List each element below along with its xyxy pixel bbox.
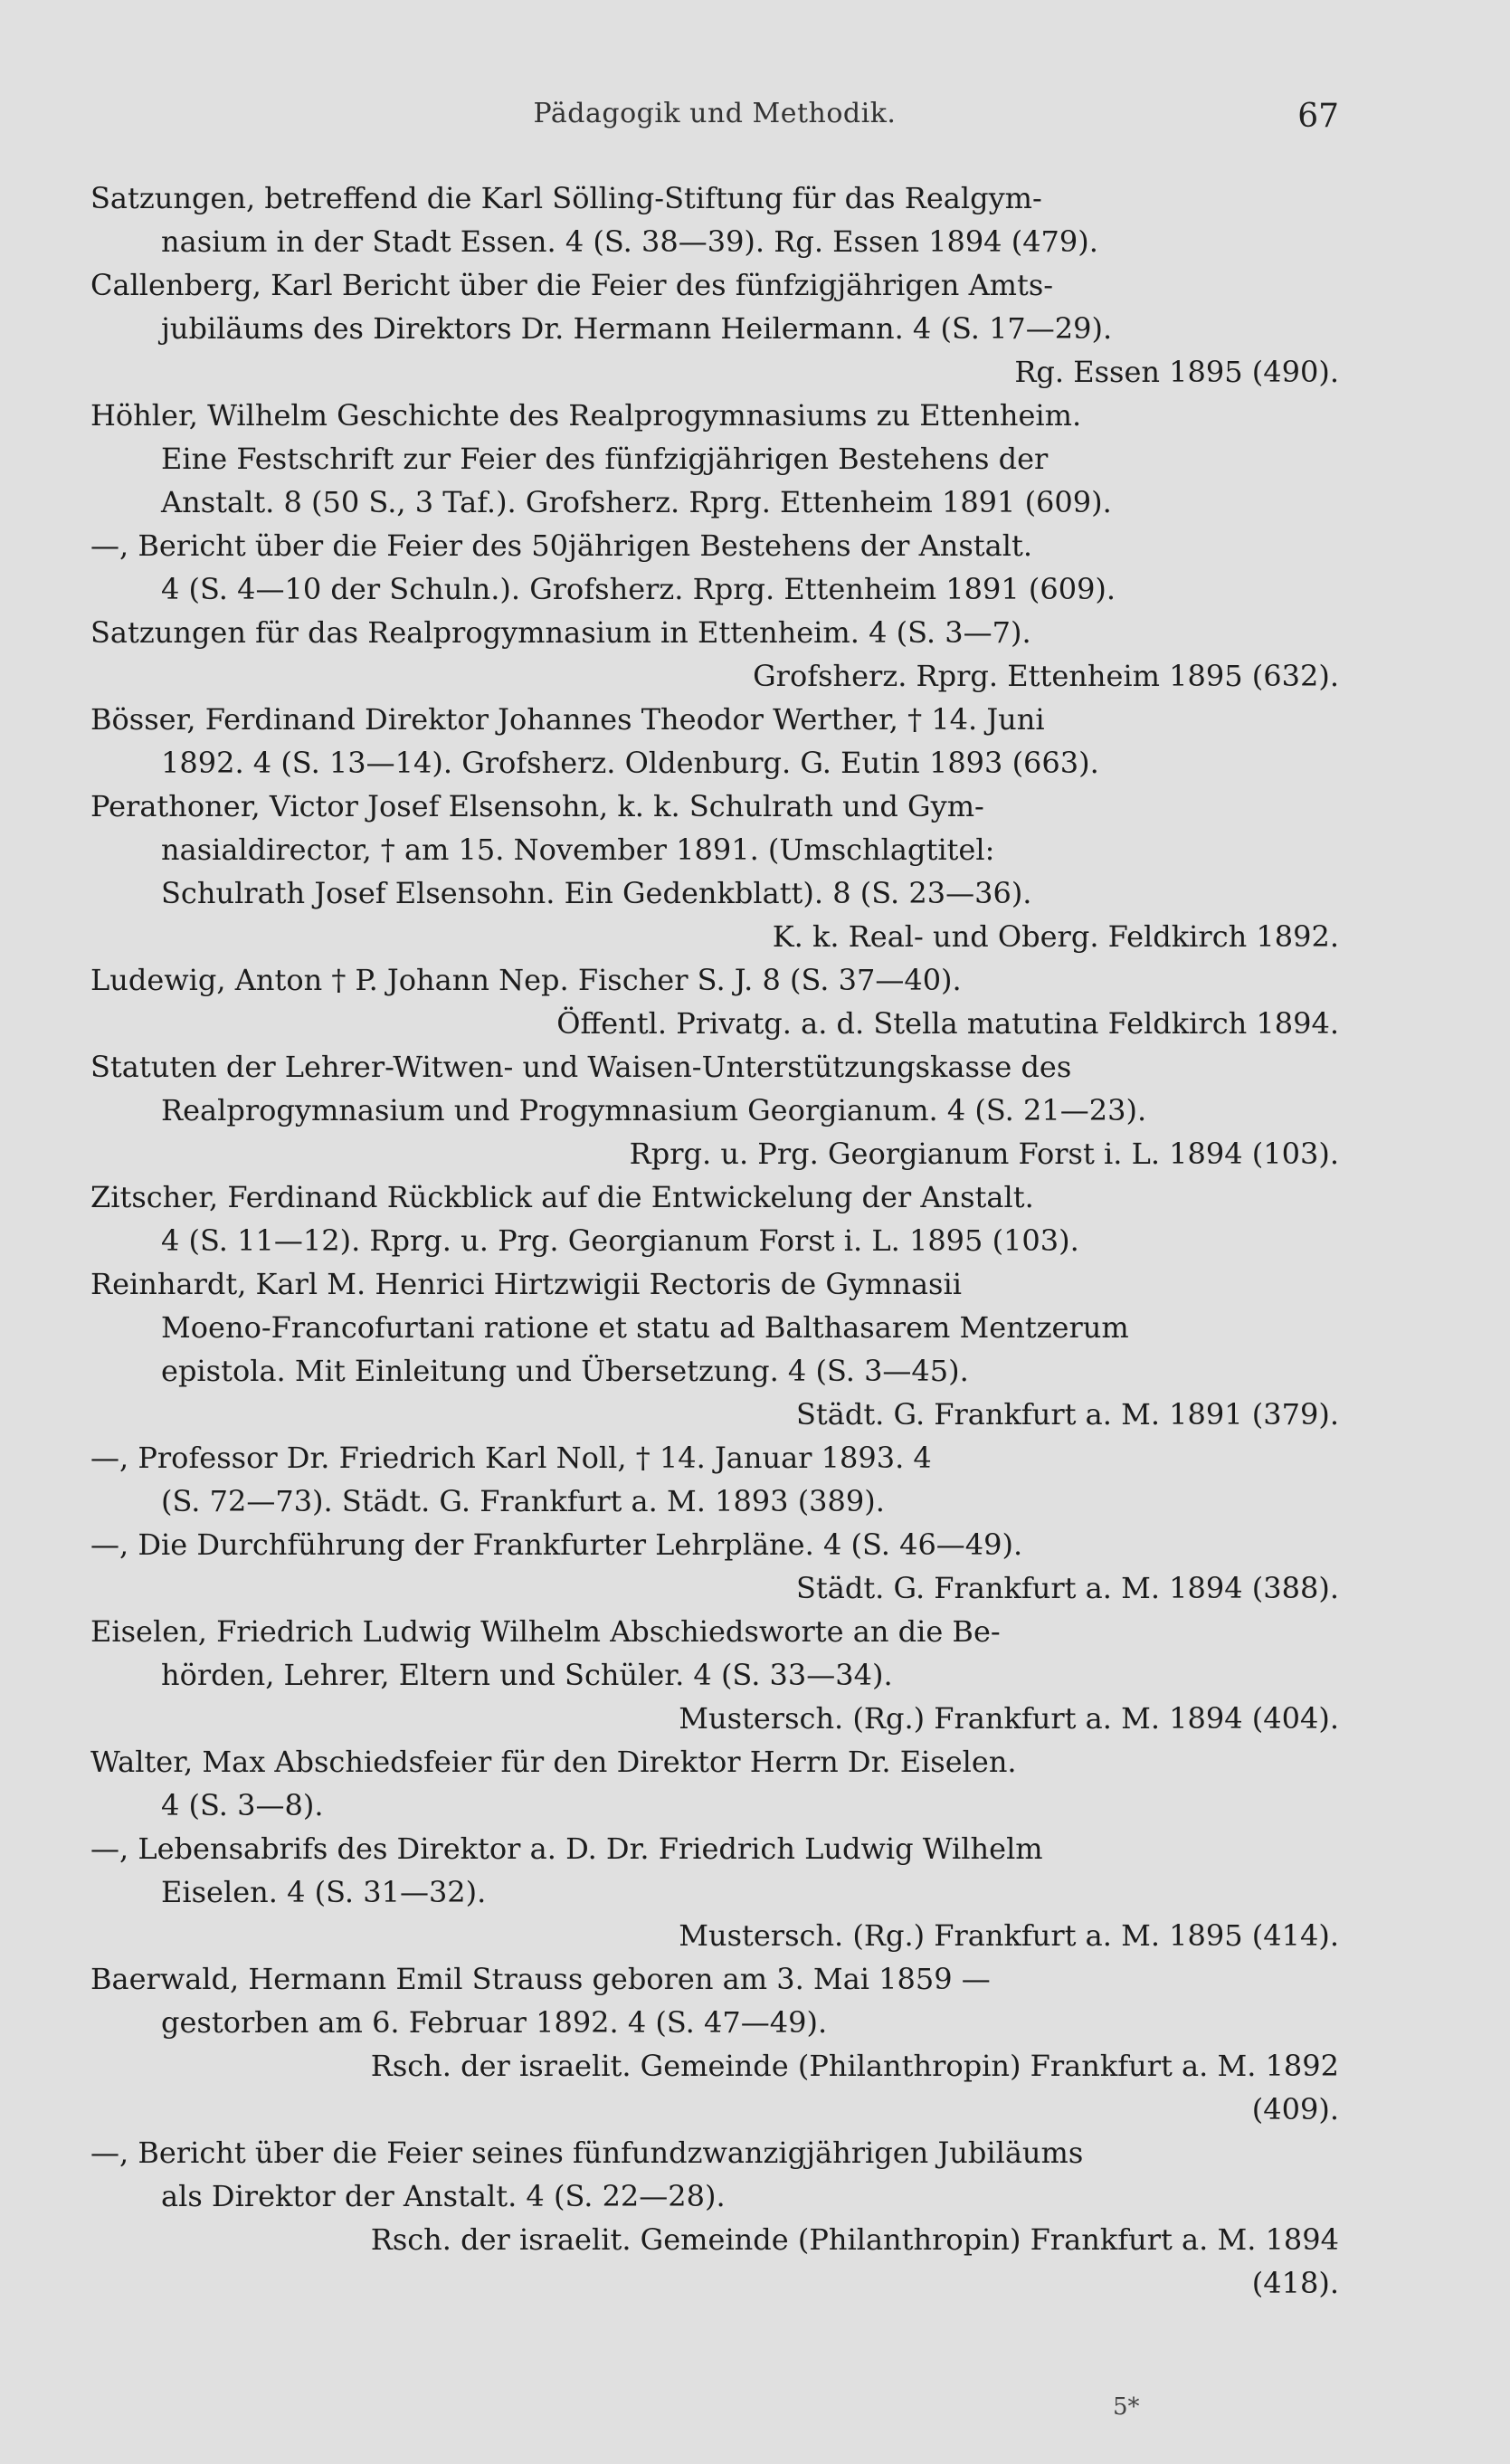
bibliography-line: nasium in der Stadt Essen. 4 (S. 38—39). Rg. Essen 1894 (479). <box>161 224 1098 259</box>
bibliography-line: (409). <box>1251 2092 1339 2126</box>
bibliography-line: —, Professor Dr. Friedrich Karl Noll, † 14. Januar 1893. 4 <box>90 1441 932 1475</box>
bibliography-line: Städt. G. Frankfurt a. M. 1894 (388). <box>795 1571 1339 1605</box>
bibliography-line: Rsch. der israelit. Gemeinde (Philanthropin) Frankfurt a. M. 1892 <box>370 2049 1339 2083</box>
bibliography-line: Moeno-Francofurtani ratione et statu ad Balthasarem Mentzerum <box>161 1310 1129 1345</box>
bibliography-line: Eine Festschrift zur Feier des fünfzigjährigen Bestehens der <box>161 442 1049 476</box>
bibliography-line: Satzungen, betreffend die Karl Sölling-Stiftung für das Realgym- <box>90 181 1042 215</box>
bibliography-line: —, Bericht über die Feier seines fünfundzwanzigjährigen Jubiläums <box>90 2136 1084 2170</box>
bibliography-line: Perathoner, Victor Josef Elsensohn, k. k. Schulrath und Gym- <box>90 789 984 823</box>
printer-signature: 5* <box>1113 2393 1140 2421</box>
bibliography-line: Höhler, Wilhelm Geschichte des Realprogymnasiums zu Ettenheim. <box>90 398 1082 433</box>
bibliography-list <box>90 176 1339 2305</box>
bibliography-line: 4 (S. 4—10 der Schuln.). Grofsherz. Rprg. Ettenheim 1891 (609). <box>161 572 1116 606</box>
bibliography-line: Ludewig, Anton † P. Johann Nep. Fischer S. J. 8 (S. 37—40). <box>90 963 962 997</box>
bibliography-line: 4 (S. 3—8). <box>161 1788 324 1822</box>
bibliography-line: Satzungen für das Realprogymnasium in Ettenheim. 4 (S. 3—7). <box>90 615 1031 650</box>
bibliography-line: als Direktor der Anstalt. 4 (S. 22—28). <box>161 2179 726 2213</box>
bibliography-line: Reinhardt, Karl M. Henrici Hirtzwigii Rectoris de Gymnasii <box>90 1267 962 1301</box>
bibliography-line: Rsch. der israelit. Gemeinde (Philanthropin) Frankfurt a. M. 1894 <box>370 2222 1339 2257</box>
bibliography-line: (418). <box>1251 2266 1339 2300</box>
bibliography-line: —, Bericht über die Feier des 50jährigen Bestehens der Anstalt. <box>90 528 1032 563</box>
bibliography-line: Eiselen. 4 (S. 31—32). <box>161 1875 487 1909</box>
bibliography-line: 4 (S. 11—12). Rprg. u. Prg. Georgianum Forst i. L. 1895 (103). <box>161 1223 1079 1258</box>
running-title: Pädagogik und Methodik. <box>533 98 897 129</box>
bibliography-line: Realprogymnasium und Progymnasium Georgianum. 4 (S. 21—23). <box>161 1093 1147 1127</box>
bibliography-line: jubiläums des Direktors Dr. Hermann Heilermann. 4 (S. 17—29). <box>161 311 1113 346</box>
bibliography-line: epistola. Mit Einleitung und Übersetzung. 4 (S. 3—45). <box>161 1354 969 1388</box>
bibliography-line: Rg. Essen 1895 (490). <box>1014 355 1339 389</box>
page-number: 67 <box>1297 98 1339 135</box>
page-header <box>90 98 1339 143</box>
bibliography-line: Eiselen, Friedrich Ludwig Wilhelm Abschiedsworte an die Be- <box>90 1614 1001 1649</box>
bibliography-line: Mustersch. (Rg.) Frankfurt a. M. 1895 (414). <box>679 1918 1339 1953</box>
bibliography-line: Rprg. u. Prg. Georgianum Forst i. L. 1894 (103). <box>629 1137 1339 1171</box>
bibliography-line: Baerwald, Hermann Emil Strauss geboren am 3. Mai 1859 — <box>90 1962 991 1996</box>
bibliography-line: Schulrath Josef Elsensohn. Ein Gedenkblatt). 8 (S. 23—36). <box>161 876 1032 910</box>
bibliography-line: Städt. G. Frankfurt a. M. 1891 (379). <box>795 1397 1339 1432</box>
bibliography-line: Walter, Max Abschiedsfeier für den Direktor Herrn Dr. Eiselen. <box>90 1745 1017 1779</box>
bibliography-line: hörden, Lehrer, Eltern und Schüler. 4 (S. 33—34). <box>161 1658 893 1692</box>
bibliography-line: K. k. Real- und Oberg. Feldkirch 1892. <box>772 919 1339 954</box>
bibliography-line: —, Lebensabrifs des Direktor a. D. Dr. Friedrich Ludwig Wilhelm <box>90 1831 1043 1866</box>
bibliography-line: gestorben am 6. Februar 1892. 4 (S. 47—49). <box>161 2005 828 2040</box>
bibliography-line: Grofsherz. Rprg. Ettenheim 1895 (632). <box>753 659 1339 693</box>
bibliography-line: Öffentl. Privatg. a. d. Stella matutina Feldkirch 1894. <box>556 1006 1339 1041</box>
bibliography-line: (S. 72—73). Städt. G. Frankfurt a. M. 1893 (389). <box>161 1484 885 1518</box>
bibliography-line: 1892. 4 (S. 13—14). Grofsherz. Oldenburg. G. Eutin 1893 (663). <box>161 746 1099 780</box>
bibliography-line: Mustersch. (Rg.) Frankfurt a. M. 1894 (404). <box>679 1701 1339 1736</box>
bibliography-line: nasialdirector, † am 15. November 1891. (Umschlagtitel: <box>161 832 995 867</box>
bibliography-line: Callenberg, Karl Bericht über die Feier des fünfzigjährigen Amts- <box>90 268 1054 302</box>
bibliography-line: Anstalt. 8 (50 S., 3 Taf.). Grofsherz. Rprg. Ettenheim 1891 (609). <box>161 485 1112 519</box>
bibliography-line: Zitscher, Ferdinand Rückblick auf die Entwickelung der Anstalt. <box>90 1180 1034 1214</box>
bibliography-line: Bösser, Ferdinand Direktor Johannes Theodor Werther, † 14. Juni <box>90 702 1045 737</box>
bibliography-line: —, Die Durchführung der Frankfurter Lehrpläne. 4 (S. 46—49). <box>90 1527 1023 1562</box>
bibliography-line: Statuten der Lehrer-Witwen- und Waisen-Unterstützungskasse des <box>90 1050 1072 1084</box>
